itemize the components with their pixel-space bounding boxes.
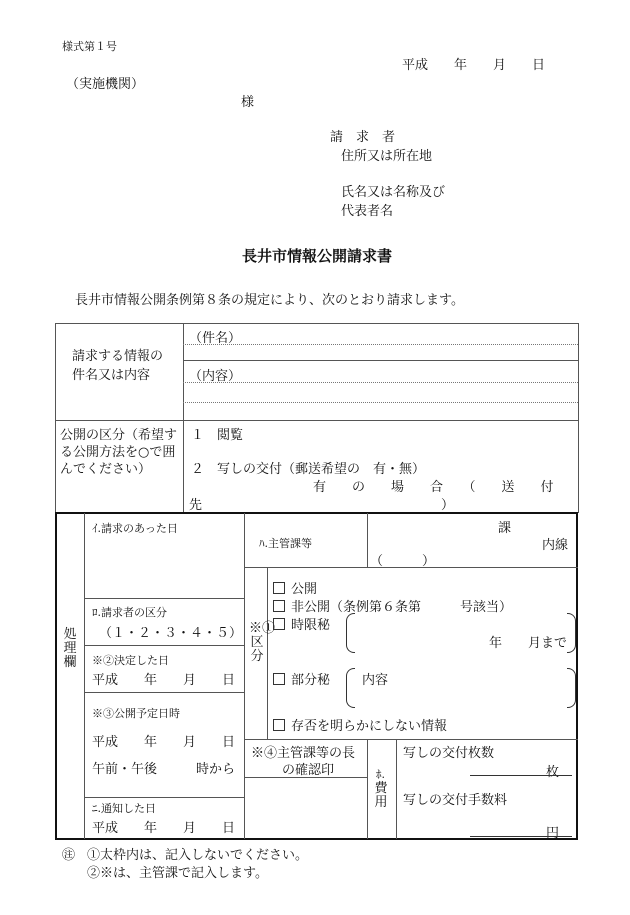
frame-line (183, 323, 184, 513)
dotted-line (183, 382, 578, 383)
fee-underline (470, 836, 572, 837)
extension-paren: （ ） (370, 554, 436, 569)
side-label: 処理欄 (63, 627, 77, 670)
page-title: 長井市情報公開請求書 (242, 247, 393, 265)
frame-line (55, 323, 56, 513)
notified-date-value: 平成 年 月 日 (92, 821, 236, 836)
bracket-left (346, 668, 355, 708)
chief-label-2: の確認印 (282, 763, 335, 778)
requester-category-values[interactable]: （１・２・３・４・５） (99, 626, 243, 641)
intro-text: 長井市情報公開条例第８条の規定により、次のとおり請求します。 (75, 293, 464, 308)
scheduled-date: 平成 年 月 日 (92, 735, 236, 750)
decided-date-value: 平成 年 月 日 (92, 673, 236, 688)
agency-label: （実施機関） (66, 77, 145, 92)
option-partial[interactable]: 部分秘 (273, 669, 330, 688)
content-field[interactable]: （内容） (189, 369, 242, 384)
mail-destination-label: 有 の 場 合 （ 送 付 (313, 480, 554, 495)
frame-line (244, 739, 578, 740)
fee-label: 写しの交付手数料 (403, 793, 508, 808)
frame-line (244, 513, 245, 839)
method-label-3: んでください） (60, 462, 152, 477)
form-number: 様式第１号 (62, 40, 117, 53)
note-1: ①太枠内は、記入しないでください。 (87, 848, 309, 863)
frame-line (55, 323, 578, 324)
cost-prefix: ﾎ. (376, 768, 385, 781)
frame-line (84, 692, 244, 693)
checkbox-icon (273, 582, 285, 594)
dotted-line (183, 344, 578, 345)
received-date-label: ｲ.請求のあった日 (92, 522, 178, 535)
address-label: 住所又は所在地 (341, 149, 433, 164)
request-label-2: 件名又は内容 (72, 368, 151, 383)
representative-label: 代表者名 (341, 204, 394, 219)
option-time-limited[interactable]: 時限秘 (273, 614, 330, 633)
checkbox-icon (273, 673, 285, 685)
mail-destination-label-2: 先 (189, 498, 203, 513)
checkbox-icon (273, 618, 285, 630)
chief-label: ※④主管課等の長 (251, 746, 356, 761)
date-line: 平成 年 月 日 (402, 58, 546, 73)
copies-label: 写しの交付枚数 (403, 746, 495, 761)
frame-line (183, 360, 578, 361)
dotted-line (183, 402, 578, 403)
fee-unit: 円 (546, 826, 560, 841)
mail-destination-close: ） (441, 498, 455, 513)
partial-content-label: 内容 (362, 673, 389, 688)
method-option-view[interactable]: １ 閲覧 (191, 428, 244, 443)
option-nonopen[interactable]: 非公開（条例第６条第 号該当） (273, 596, 512, 615)
copies-unit: 枚 (546, 765, 560, 780)
cost-label: 費用 (374, 781, 388, 810)
checkbox-icon (273, 600, 285, 612)
extension-label: 内線 (542, 538, 569, 553)
frame-line (55, 420, 578, 421)
frame-line (244, 777, 367, 778)
method-label-2: る公開方法を○で囲 (60, 445, 176, 460)
frame-line (367, 513, 368, 568)
frame-line (84, 645, 244, 646)
category-side-label: ※①区分 (249, 621, 276, 664)
option-open[interactable]: 公開 (273, 578, 317, 597)
frame-line (367, 739, 368, 839)
until-label: 年 月まで (489, 636, 568, 651)
frame-line (84, 598, 244, 599)
subject-field[interactable]: （件名） (189, 331, 242, 346)
bracket-right (567, 668, 576, 708)
frame-line (244, 567, 578, 568)
scheduled-label: ※③公開予定日時 (92, 707, 180, 720)
note-mark: ㊟ (62, 848, 76, 863)
frame-line (396, 739, 397, 839)
ka-label: 課 (498, 521, 512, 536)
decided-date-label: ※②決定した日 (92, 654, 169, 667)
requester-title: 請 求 者 (330, 130, 396, 145)
note-2: ②※は、主管課で記入します。 (87, 866, 268, 881)
frame-line (267, 567, 268, 740)
requester-category-label: ﾛ.請求者の区分 (92, 606, 167, 619)
frame-line (578, 323, 579, 513)
method-label: 公開の区分（希望す (60, 428, 178, 443)
name-label: 氏名又は名称及び (341, 185, 446, 200)
scheduled-time: 午前・午後 時から (92, 762, 236, 777)
method-option-copy[interactable]: ２ 写しの交付（郵送希望の 有・無） (191, 462, 426, 477)
frame-line (84, 513, 85, 839)
sama-label: 様 (241, 95, 255, 110)
copies-underline (470, 775, 572, 776)
bracket-right (567, 613, 576, 653)
notified-date-label: ﾆ.通知した日 (92, 802, 156, 815)
bracket-left (346, 613, 355, 653)
request-label: 請求する情報の (72, 349, 164, 364)
department-label: ﾊ.主管課等 (259, 537, 312, 550)
checkbox-icon (273, 719, 285, 731)
frame-line (84, 797, 244, 798)
option-neither-confirm[interactable]: 存否を明らかにしない情報 (273, 715, 447, 734)
